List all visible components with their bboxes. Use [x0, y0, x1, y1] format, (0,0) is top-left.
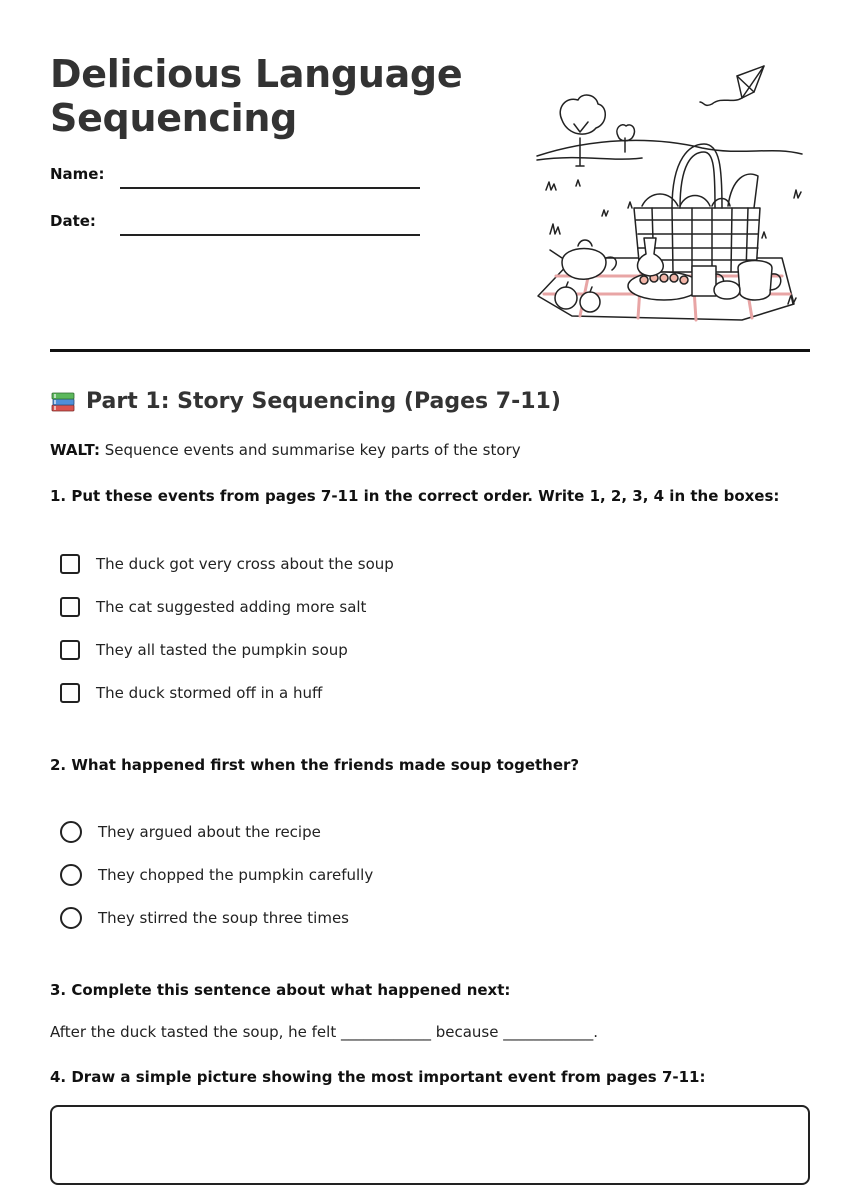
- section-divider: [50, 349, 810, 352]
- part1-title: Part 1: Story Sequencing (Pages 7-11): [86, 389, 561, 414]
- choice-label: They stirred the soup three times: [98, 909, 349, 927]
- choice-label: They chopped the pumpkin carefully: [98, 866, 374, 884]
- question-1: 1. Put these events from pages 7-11 in the correct order. Write 1, 2, 3, 4 in the boxes:: [50, 487, 780, 505]
- sequence-item: [60, 597, 366, 617]
- sequence-item-label: The duck stormed off in a huff: [96, 684, 323, 702]
- part1-heading: [50, 389, 561, 414]
- choice-label: They argued about the recipe: [98, 823, 321, 841]
- sequence-item-label: The duck got very cross about the soup: [96, 555, 394, 573]
- question-2: 2. What happened first when the friends made soup together?: [50, 756, 580, 774]
- sequence-checkbox[interactable]: [60, 640, 80, 660]
- sequence-item-label: The cat suggested adding more salt: [96, 598, 367, 616]
- question-3: 3. Complete this sentence about what happened next:: [50, 981, 511, 999]
- picnic-basket-illustration: [532, 58, 812, 326]
- choice-option: [60, 864, 373, 886]
- drawing-area[interactable]: [50, 1105, 810, 1185]
- choice-radio[interactable]: [60, 907, 82, 929]
- walt-text: Sequence events and summarise key parts of the story: [99, 441, 521, 459]
- sequence-checkbox[interactable]: [60, 597, 80, 617]
- question-4: 4. Draw a simple picture showing the most important event from pages 7-11:: [50, 1068, 706, 1086]
- walt-label: WALT:: [50, 441, 100, 459]
- sequence-item: [60, 554, 394, 574]
- date-input-line[interactable]: [120, 234, 420, 236]
- sequence-item: [60, 640, 348, 660]
- name-label: Name:: [50, 165, 105, 183]
- title-line-2: Sequencing: [50, 96, 298, 140]
- books-icon: [50, 390, 76, 414]
- sentence-completion[interactable]: After the duck tasted the soup, he felt ____________ because ____________.: [50, 1023, 599, 1041]
- sequence-checkbox[interactable]: [60, 554, 80, 574]
- sequence-item-label: They all tasted the pumpkin soup: [96, 641, 348, 659]
- name-input-line[interactable]: [120, 187, 420, 189]
- choice-option: [60, 821, 321, 843]
- worksheet-title: [50, 52, 462, 140]
- sequence-checkbox[interactable]: [60, 683, 80, 703]
- choice-option: [60, 907, 349, 929]
- date-label: Date:: [50, 212, 96, 230]
- title-line-1: Delicious Language: [50, 52, 463, 96]
- sequence-item: [60, 683, 322, 703]
- choice-radio[interactable]: [60, 864, 82, 886]
- choice-radio[interactable]: [60, 821, 82, 843]
- walt-statement: [50, 441, 521, 459]
